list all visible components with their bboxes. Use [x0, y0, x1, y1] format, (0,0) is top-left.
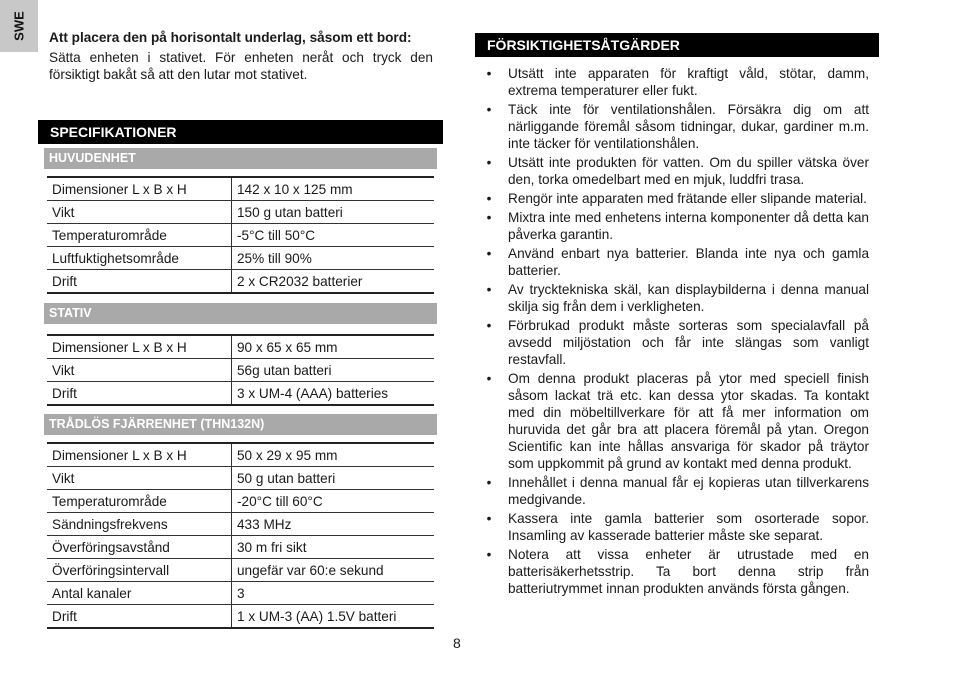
list-item [484, 209, 869, 243]
spec-value: 2 x CR2032 batterier [232, 270, 435, 294]
spec-table-remote-unit [47, 442, 434, 629]
precaution-text: Utsätt inte apparaten för kraftigt våld, stötar, damm, extrema temperaturer eller fukt. [508, 66, 869, 98]
precaution-text: Av trycktekniska skäl, kan displaybilderna i denna manual skilja sig från dem i verkligheten. [508, 282, 869, 314]
precaution-text: Använd enbart nya batterier. Blanda inte nya och gamla batterier. [508, 246, 869, 278]
list-item [484, 370, 869, 472]
spec-value: 56g utan batteri [232, 359, 435, 382]
table-row [47, 443, 434, 467]
list-item [484, 546, 869, 597]
precautions-header [475, 33, 879, 57]
table-row [47, 582, 434, 605]
page-number: 8 [453, 635, 461, 651]
spec-value: 30 m fri sikt [232, 536, 435, 559]
spec-key: Dimensioner L x B x H [47, 335, 232, 359]
spec-section-header-stand [44, 303, 437, 324]
spec-key: Drift [47, 270, 232, 294]
spec-value: 25% till 90% [232, 247, 435, 270]
spec-value: 50 x 29 x 95 mm [232, 443, 435, 467]
table-row [47, 559, 434, 582]
precaution-text: Om denna produkt placeras på ytor med speciell finish såsom lackat trä etc. kan dessa ytor skadas. Ta kontakt med din möbeltillverkare för att få mer information om huruvida det går bra att placera föremål på ytan. Oregon Scientific kan inte hållas ansvariga för skador på träytor som uppkommit på grund av kontakt med denna produkt. [508, 371, 869, 471]
bullet-icon: • [486, 210, 492, 225]
bullet-icon: • [486, 191, 492, 206]
precaution-text: Täck inte för ventilationshålen. Försäkra dig om att närliggande föremål såsom tidningar, dukar, gardiner m.m. inte täcker för ventilationshålen. [508, 102, 869, 151]
bullet-icon: • [486, 547, 492, 562]
table-row [47, 536, 434, 559]
precautions-title: FÖRSIKTIGHETSÅTGÄRDER [487, 37, 680, 53]
spec-key: Temperaturområde [47, 490, 232, 513]
precaution-text: Rengör inte apparaten med frätande eller slipande material. [508, 191, 867, 206]
spec-key: Vikt [47, 467, 232, 490]
spec-value: ungefär var 60:e sekund [232, 559, 435, 582]
spec-value: 50 g utan batteri [232, 467, 435, 490]
language-tab-label: SWE [11, 11, 27, 41]
placement-text: Sätta enheten i stativet. För enheten neråt och tryck den försiktigt bakåt så att den lutar mot stativet. [49, 50, 433, 82]
spec-section-title: TRÅDLÖS FJÄRRENHET (THN132N) [49, 417, 265, 431]
precaution-text: Förbrukad produkt måste sorteras som specialavfall på avsedd miljöstation och får inte slängas som vanligt restavfall. [508, 318, 869, 367]
spec-key: Dimensioner L x B x H [47, 443, 232, 467]
list-item [484, 317, 869, 368]
spec-key: Överföringsavstånd [47, 536, 232, 559]
list-item [484, 281, 869, 315]
list-item [484, 190, 869, 207]
table-row [47, 270, 434, 294]
bullet-icon: • [486, 246, 492, 261]
spec-section-title: HUVUDENHET [49, 151, 136, 165]
bullet-icon: • [486, 511, 492, 526]
spec-value: -5°C till 50°C [232, 224, 435, 247]
specifications-header [38, 120, 443, 144]
list-item [484, 101, 869, 152]
spec-table-main-unit [47, 176, 434, 294]
precaution-text: Mixtra inte med enhetens interna komponenter då detta kan påverka garantin. [508, 210, 869, 242]
spec-value: 1 x UM-3 (AA) 1.5V batteri [232, 605, 435, 629]
list-item [484, 154, 869, 188]
spec-value: 90 x 65 x 65 mm [232, 335, 435, 359]
spec-value: -20°C till 60°C [232, 490, 435, 513]
table-row [47, 177, 434, 201]
spec-value: 3 x UM-4 (AAA) batteries [232, 382, 435, 406]
spec-key: Dimensioner L x B x H [47, 177, 232, 201]
spec-key: Drift [47, 382, 232, 406]
list-item [484, 474, 869, 508]
bullet-icon: • [486, 371, 492, 386]
spec-key: Temperaturområde [47, 224, 232, 247]
table-row [47, 490, 434, 513]
spec-value: 142 x 10 x 125 mm [232, 177, 435, 201]
spec-key: Antal kanaler [47, 582, 232, 605]
spec-section-header-remote-unit [44, 414, 437, 435]
spec-key: Överföringsintervall [47, 559, 232, 582]
placement-instructions [49, 29, 433, 83]
precautions-list [484, 65, 869, 599]
list-item [484, 245, 869, 279]
spec-value: 150 g utan batteri [232, 201, 435, 224]
precaution-text: Kassera inte gamla batterier som osorterade sopor. Insamling av kasserade batterier måste ske separat. [508, 511, 869, 543]
bullet-icon: • [486, 155, 492, 170]
bullet-icon: • [486, 282, 492, 297]
precaution-text: Notera att vissa enheter är utrustade med en batterisäkerhetsstrip. Ta bort denna strip från batteriutrymmet innan produkten används första gången. [508, 547, 869, 596]
spec-table-stand [47, 334, 434, 406]
spec-section-header-main-unit [44, 148, 437, 169]
table-row [47, 201, 434, 224]
list-item [484, 510, 869, 544]
table-row [47, 467, 434, 490]
spec-key: Drift [47, 605, 232, 629]
spec-section-title: STATIV [49, 306, 92, 320]
spec-key: Sändningsfrekvens [47, 513, 232, 536]
placement-heading: Att placera den på horisontalt underlag, såsom ett bord: [49, 30, 412, 45]
table-row [47, 382, 434, 406]
spec-key: Vikt [47, 359, 232, 382]
specifications-title: SPECIFIKATIONER [50, 124, 177, 140]
spec-key: Luftfuktighetsområde [47, 247, 232, 270]
bullet-icon: • [486, 475, 492, 490]
table-row [47, 359, 434, 382]
bullet-icon: • [486, 66, 492, 81]
table-row [47, 605, 434, 629]
spec-value: 3 [232, 582, 435, 605]
table-row [47, 513, 434, 536]
spec-key: Vikt [47, 201, 232, 224]
precaution-text: Innehållet i denna manual får ej kopieras utan tillverkarens medgivande. [508, 475, 869, 507]
spec-value: 433 MHz [232, 513, 435, 536]
table-row [47, 224, 434, 247]
table-row [47, 335, 434, 359]
bullet-icon: • [486, 102, 492, 117]
list-item [484, 65, 869, 99]
language-tab [0, 0, 38, 52]
bullet-icon: • [486, 318, 492, 333]
table-row [47, 247, 434, 270]
precaution-text: Utsätt inte produkten för vatten. Om du spiller vätska över den, torka omedelbart med en mjuk, luddfri trasa. [508, 155, 869, 187]
